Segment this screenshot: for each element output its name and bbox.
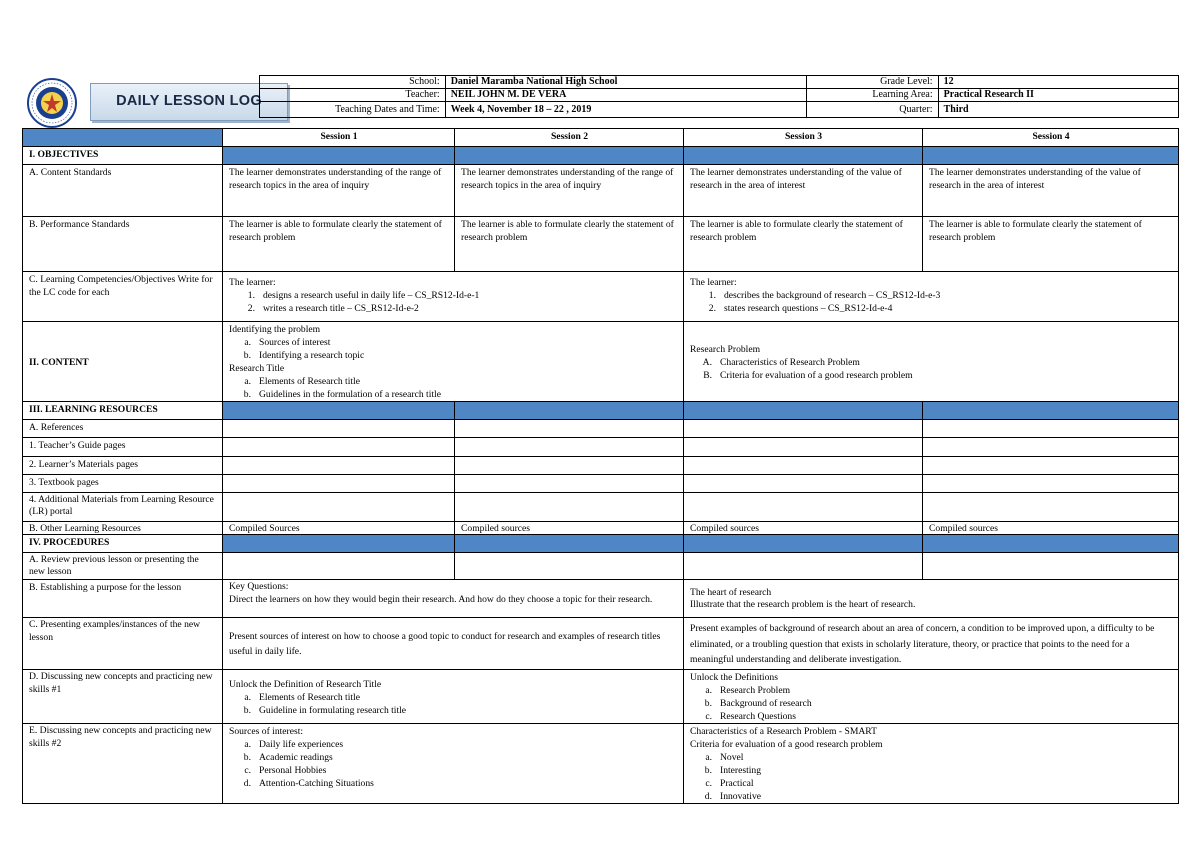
content-s3-s4 [684,322,1179,402]
review-label: A. Review previous lesson or presenting the new lesson [23,553,223,580]
objectives-heading: I. OBJECTIVES [23,147,223,165]
discussion-1b-title: Unlock the Definitions [690,672,778,683]
other-resource-s2: Compiled sources [455,522,684,535]
list-marker: a. [244,337,251,348]
empty-cell [923,438,1179,457]
list-marker: b. [704,698,712,709]
performance-standard-s3: The learner is able to formulate clearly the statement of research problem [684,217,923,272]
list-item [690,289,1173,302]
grade-label: Grade Level: [806,76,938,89]
list-item [690,697,1173,710]
discussion-2-label: E. Discussing new concepts and practicing new skills #2 [23,724,223,804]
list-text: Criteria for evaluation of a good research problem [720,369,913,381]
list-marker: c. [705,711,712,722]
list-marker: b. [243,389,251,400]
list-item [690,710,1173,723]
procedures-heading: IV. PROCEDURES [23,535,223,553]
empty-cell [684,438,923,457]
empty-cell [223,475,455,493]
competencies-s1-s2 [223,272,684,322]
list-marker: b. [243,350,251,361]
discussion-2-title: Sources of interest: [229,726,304,737]
blue-band [923,402,1179,420]
list-text: Background of research [720,698,812,709]
competencies-s3-s4 [684,272,1179,322]
list-marker: a. [244,376,251,387]
empty-cell [684,475,923,493]
deped-seal-icon [26,77,78,129]
blue-band [455,535,684,553]
purpose-title: The heart of research [690,586,772,598]
blue-band [223,402,455,420]
list-marker: 2. [247,303,255,314]
content-standard-s4: The learner demonstrates understanding of the value of research in the area of interest [923,165,1179,217]
performance-standards-label: B. Performance Standards [23,217,223,272]
list-text: Characteristics of Research Problem [720,356,860,368]
list-marker: A. [702,356,712,368]
session-4-header: Session 4 [923,129,1179,147]
empty-cell [923,553,1179,580]
list-marker: a. [244,691,251,703]
content-title-1: Identifying the problem [229,324,321,335]
empty-cell [223,493,455,522]
other-resource-s1: Compiled Sources [223,522,455,535]
list-text: Practical [720,778,754,789]
purpose-s3-s4 [684,580,1179,618]
list-item [229,388,678,401]
list-item [229,777,678,790]
list-marker: b. [243,704,251,716]
discussion-1-title: Unlock the Definition of Research Title [229,678,382,690]
discussion-1-label: D. Discussing new concepts and practicing new skills #1 [23,670,223,724]
performance-standard-s1: The learner is able to formulate clearly the statement of research problem [223,217,455,272]
list-text: states research questions – CS_RS12-Id-e-4 [724,303,893,314]
smart-title: Characteristics of a Research Problem - SMART [690,726,877,737]
info-table [259,75,1179,118]
list-text: designs a research useful in daily life – CS_RS12-Id-e-1 [263,290,480,301]
session-1-header: Session 1 [223,129,455,147]
list-marker: c. [705,778,712,789]
performance-standard-s4: The learner is able to formulate clearly the statement of research problem [923,217,1179,272]
list-marker: a. [705,752,712,763]
list-marker: a. [705,685,712,696]
blue-band [684,535,923,553]
empty-cell [684,553,923,580]
empty-cell [455,438,684,457]
list-item [690,777,1173,790]
key-questions-text: Direct the learners on how they would begin their research. And how do they choose a topic for their research. [229,593,653,605]
empty-cell [223,438,455,457]
competencies-label: C. Learning Competencies/Objectives Write for the LC code for each [23,272,223,322]
content-standard-s3: The learner demonstrates understanding of the value of research in the area of interest [684,165,923,217]
blue-band [223,147,455,165]
session-3-header: Session 3 [684,129,923,147]
empty-cell [923,475,1179,493]
empty-cell [923,457,1179,475]
blue-band [684,402,923,420]
purpose-text: Illustrate that the research problem is the heart of research. [690,599,916,610]
criteria-title: Criteria for evaluation of a good research problem [690,739,883,750]
examples-s3-s4: Present examples of background of research about an area of concern, a condition to be improved upon, a difficulty to be eliminated, or a troubling question that exists in scholarly literature, theory, or practice that points to the need for a meaningful understanding and deliberate investigation. [684,618,1179,670]
list-item [690,751,1173,764]
teacher-label: Teacher: [260,89,446,102]
blue-band [455,147,684,165]
corner-cell [23,129,223,147]
additional-materials-label: 4. Additional Materials from Learning Resource (LR) portal [23,493,223,522]
list-marker: 1. [708,290,716,301]
list-marker: d. [704,791,712,802]
list-item [229,375,678,388]
purpose-s1-s2 [223,580,684,618]
content-title-2: Research Title [229,363,285,374]
blue-band [923,147,1179,165]
empty-cell [455,420,684,438]
empty-cell [455,493,684,522]
performance-standard-s2: The learner is able to formulate clearly the statement of research problem [455,217,684,272]
list-item [690,356,1173,369]
list-text: Research Questions [720,711,796,722]
content-standard-s1: The learner demonstrates understanding of the range of research topics in the area of inquiry [223,165,455,217]
list-text: Attention-Catching Situations [259,778,374,789]
resources-heading: III. LEARNING RESOURCES [23,402,223,420]
content-s1-s2 [223,322,684,402]
school-label: School: [260,76,446,89]
list-item [229,289,678,302]
references-label: A. References [23,420,223,438]
discussion-2-s3-s4 [684,724,1179,804]
discussion-1-s1-s2 [223,670,684,724]
list-marker: c. [244,765,251,776]
header [22,75,1179,129]
list-marker: b. [704,765,712,776]
empty-cell [455,475,684,493]
list-marker: a. [244,739,251,750]
competency-intro: The learner: [690,277,737,288]
list-text: Guidelines in the formulation of a research title [259,389,441,400]
empty-cell [684,457,923,475]
empty-cell [223,420,455,438]
key-questions-label: Key Questions: [229,581,289,592]
other-resource-s3: Compiled sources [684,522,923,535]
list-text: Elements of Research title [259,691,360,703]
list-item [229,691,678,704]
list-item [690,764,1173,777]
quarter-value: Third [938,102,1178,118]
list-text: Guideline in formulating research title [259,704,407,716]
list-item [229,349,678,362]
empty-cell [923,493,1179,522]
learners-materials-label: 2. Learner’s Materials pages [23,457,223,475]
lesson-table [22,128,1179,804]
list-text: Academic readings [259,752,333,763]
examples-s1-s2: Present sources of interest on how to choose a good topic to conduct for research and examples of research titles useful in daily life. [223,618,684,670]
list-text: Sources of interest [259,337,331,348]
list-text: Research Problem [720,685,791,696]
list-marker: d. [243,778,251,789]
list-item [229,302,678,315]
list-text: Innovative [720,791,762,802]
other-resources-label: B. Other Learning Resources [23,522,223,535]
empty-cell [923,420,1179,438]
session-2-header: Session 2 [455,129,684,147]
content-standard-s2: The learner demonstrates understanding of the range of research topics in the area of inquiry [455,165,684,217]
list-item [690,369,1173,382]
examples-label: C. Presenting examples/instances of the new lesson [23,618,223,670]
dates-value: Week 4, November 18 – 22 , 2019 [445,102,806,118]
blue-band [223,535,455,553]
empty-cell [223,457,455,475]
empty-cell [455,553,684,580]
list-item [690,302,1173,315]
school-value: Daniel Maramba National High School [445,76,806,89]
list-text: writes a research title – CS_RS12-Id-e-2 [263,303,419,314]
blue-band [684,147,923,165]
list-item [690,684,1173,697]
grade-value: 12 [938,76,1178,89]
list-item [229,336,678,349]
list-marker: 1. [247,290,255,301]
discussion-2-s1-s2 [223,724,684,804]
content-title-3: Research Problem [690,343,761,355]
quarter-label: Quarter: [806,102,938,118]
page-title: DAILY LESSON LOG [116,93,262,109]
blue-band [923,535,1179,553]
teachers-guide-label: 1. Teacher’s Guide pages [23,438,223,457]
list-marker: b. [243,752,251,763]
purpose-label: B. Establishing a purpose for the lesson [23,580,223,618]
list-text: Identifying a research topic [259,350,365,361]
empty-cell [684,493,923,522]
list-item [229,738,678,751]
list-text: Novel [720,752,744,763]
list-item [229,751,678,764]
list-text: Daily life experiences [259,739,344,750]
list-marker: 2. [708,303,716,314]
list-text: Elements of Research title [259,376,360,387]
empty-cell [455,457,684,475]
dates-label: Teaching Dates and Time: [260,102,446,118]
competency-intro: The learner: [229,277,276,288]
list-text: Interesting [720,765,762,776]
content-standards-label: A. Content Standards [23,165,223,217]
textbook-label: 3. Textbook pages [23,475,223,493]
other-resource-s4: Compiled sources [923,522,1179,535]
content-heading: II. CONTENT [23,322,223,402]
empty-cell [684,420,923,438]
list-item [229,704,678,717]
teacher-value: NEIL JOHN M. DE VERA [445,89,806,102]
area-label: Learning Area: [806,89,938,102]
list-text: Personal Hobbies [259,765,327,776]
empty-cell [223,553,455,580]
list-item [690,790,1173,803]
blue-band [455,402,684,420]
list-text: describes the background of research – CS_RS12-Id-e-3 [724,290,941,301]
area-value: Practical Research II [938,89,1178,102]
list-marker: B. [703,369,712,381]
list-item [229,764,678,777]
discussion-1-s3-s4 [684,670,1179,724]
